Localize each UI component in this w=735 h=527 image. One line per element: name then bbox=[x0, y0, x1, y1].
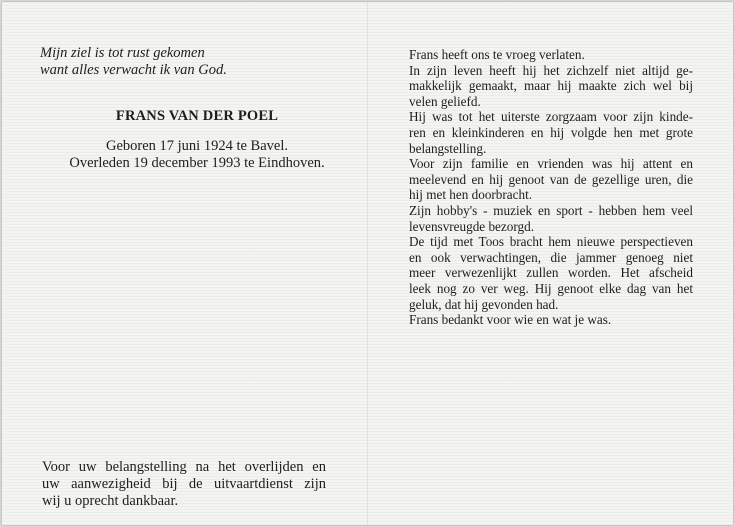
motto-verse bbox=[40, 45, 227, 79]
birth-line: Geboren 17 juni 1924 te Bavel. bbox=[105, 138, 288, 154]
story-line: geluk, dat hij gevonden had. bbox=[409, 296, 559, 312]
story-line: velen geliefd. bbox=[409, 93, 481, 109]
story-line: levensvreugde bezorgd. bbox=[409, 218, 534, 234]
story-line: meer verwezenlijkt zullen worden. Het afscheid bbox=[409, 265, 693, 281]
life-dates bbox=[42, 138, 352, 172]
story-line: In zijn leven heeft hij het zichzelf niet altijd ge- bbox=[409, 62, 693, 78]
memorial-card bbox=[2, 2, 733, 525]
thanks-note bbox=[42, 459, 326, 510]
story-line: belangstelling. bbox=[409, 140, 487, 156]
death-line: Overleden 19 december 1993 te Eindhoven. bbox=[69, 155, 325, 171]
story-line: Frans heeft ons te vroeg verlaten. bbox=[409, 47, 585, 62]
thanks-line: Voor uw belangstelling na het overlijden en bbox=[42, 459, 326, 475]
story-line: makkelijk gemaakt, maar hij maakte zich wel bij bbox=[409, 78, 693, 94]
life-story bbox=[409, 47, 693, 328]
card-fold-line bbox=[367, 2, 368, 525]
motto-line: Mijn ziel is tot rust gekomen bbox=[40, 45, 205, 61]
motto-line: want alles verwacht ik van God. bbox=[40, 62, 227, 78]
story-line: Zijn hobby's - muziek en sport - hebben hem veel bbox=[409, 202, 693, 218]
story-line: meelevend en hij genoot van de gezellige uren, die bbox=[409, 171, 693, 187]
thanks-line: wij u oprecht dankbaar. bbox=[42, 493, 179, 509]
story-line: Frans bedankt voor wie en wat je was. bbox=[409, 312, 612, 328]
thanks-line: uw aanwezigheid bij de uitvaartdienst zijn bbox=[42, 476, 326, 492]
story-line: en ook verwachtingen, die jammer genoeg niet bbox=[409, 249, 693, 265]
story-line: hij met hen doorbracht. bbox=[409, 187, 533, 203]
deceased-name: FRANS VAN DER POEL bbox=[115, 108, 279, 124]
story-line: Voor zijn familie en vrienden was hij attent en bbox=[409, 156, 693, 172]
story-line: De tijd met Toos bracht hem nieuwe perspectieven bbox=[409, 234, 693, 250]
story-line: Hij was tot het uiterste zorgzaam voor zijn kinde- bbox=[409, 109, 693, 125]
story-line: leek nog zo ver weg. Hij genoot elke dag van het bbox=[409, 280, 693, 296]
story-line: ren en kleinkinderen en hij volgde hen met grote bbox=[409, 124, 693, 140]
